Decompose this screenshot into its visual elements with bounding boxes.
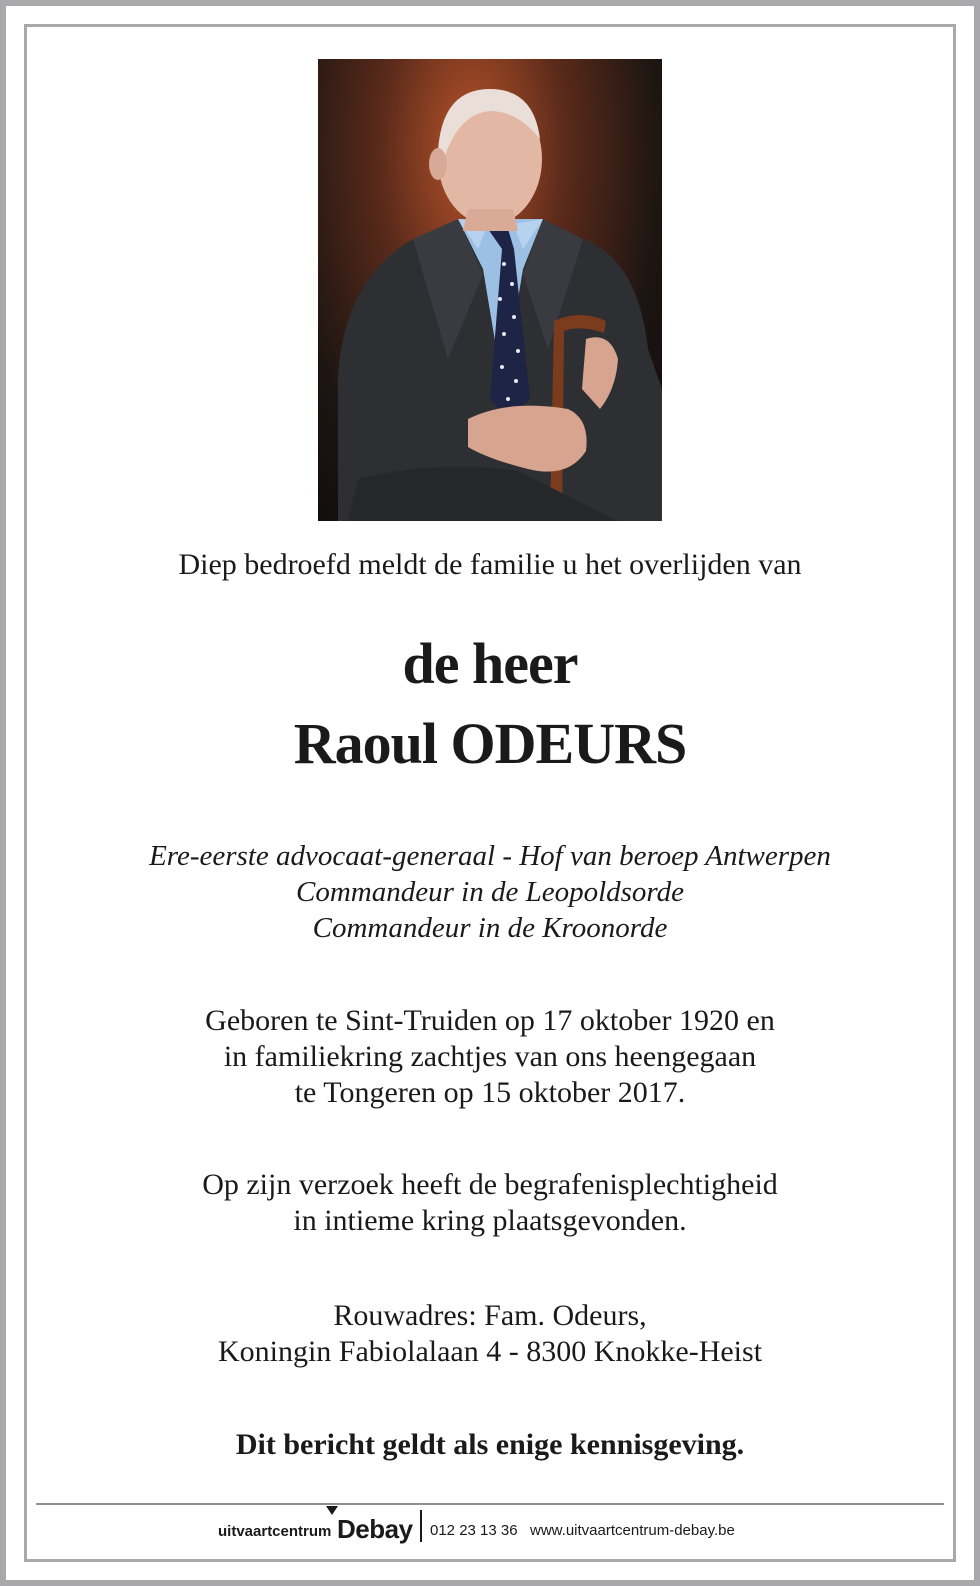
life-line: Geboren te Sint-Truiden op 17 oktober 1920 en	[205, 1004, 775, 1037]
funeral-line: Op zijn verzoek heeft de begrafenisplechtigheid	[202, 1168, 778, 1201]
life-line: te Tongeren op 15 oktober 2017.	[294, 1076, 686, 1109]
mourning-address	[0, 1298, 980, 1370]
footer-prefix: uitvaartcentrum	[218, 1523, 332, 1540]
funeral-home-footer	[218, 1506, 778, 1550]
funeral-line: in intieme kring plaatsgevonden.	[293, 1204, 687, 1237]
life-line: in familiekring zachtjes van ons heengegaan	[223, 1040, 757, 1073]
address-line: Koningin Fabiolalaan 4 - 8300 Knokke-Heist	[217, 1335, 763, 1368]
footer-brand: Debay	[337, 1514, 413, 1544]
portrait-photo	[318, 59, 662, 521]
title-line: Ere-eerste advocaat-generaal - Hof van beroep Antwerpen	[149, 840, 831, 872]
title-line: Commandeur in de Leopoldsorde	[296, 876, 684, 908]
footer-website-link[interactable]: www.uitvaartcentrum-debay.be	[530, 1522, 735, 1539]
name-prefix: de heer	[402, 631, 578, 696]
footer-phone: 012 23 13 36	[430, 1522, 518, 1539]
life-dates	[0, 1003, 980, 1111]
address-line: Rouwadres: Fam. Odeurs,	[333, 1299, 647, 1332]
funeral-info	[0, 1167, 980, 1239]
notice-text: Dit bericht geldt als enige kennisgeving.	[235, 1428, 745, 1461]
footer-divider	[36, 1503, 944, 1505]
title-line: Commandeur in de Kroonorde	[312, 912, 668, 944]
deceased-name: Raoul ODEURS	[293, 711, 687, 776]
honorary-titles	[0, 838, 980, 946]
intro-text: Diep bedroefd meldt de familie u het overlijden van	[178, 548, 802, 581]
footer-separator	[420, 1510, 422, 1542]
